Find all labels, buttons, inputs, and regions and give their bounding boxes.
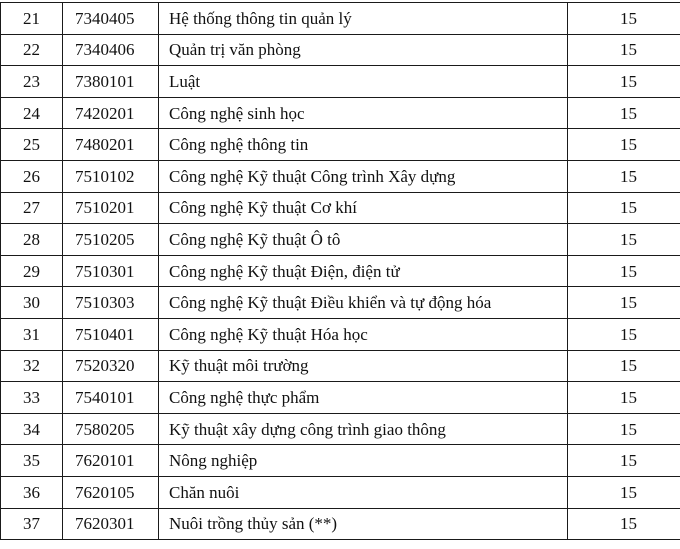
- table-row: [1, 224, 680, 256]
- row-number-cell: 27: [1, 192, 63, 224]
- row-number-cell: 21: [1, 3, 63, 35]
- row-number-cell: 25: [1, 129, 63, 161]
- score-cell: 15: [568, 160, 680, 192]
- table-row: [1, 445, 680, 477]
- score-cell: 15: [568, 129, 680, 161]
- table-row: [1, 3, 680, 35]
- major-code-cell: 7620301: [63, 508, 159, 540]
- major-name-cell: Công nghệ thông tin: [159, 129, 568, 161]
- major-name-cell: Công nghệ Kỹ thuật Hóa học: [159, 318, 568, 350]
- table-row: [1, 192, 680, 224]
- table-row: [1, 508, 680, 540]
- table-row: [1, 350, 680, 382]
- major-name-cell: Kỹ thuật môi trường: [159, 350, 568, 382]
- row-number-cell: 24: [1, 97, 63, 129]
- score-cell: 15: [568, 287, 680, 319]
- table-row: [1, 34, 680, 66]
- table-row: [1, 413, 680, 445]
- major-code-cell: 7380101: [63, 66, 159, 98]
- row-number-cell: 30: [1, 287, 63, 319]
- major-code-cell: 7520320: [63, 350, 159, 382]
- table-row: [1, 97, 680, 129]
- row-number-cell: 37: [1, 508, 63, 540]
- score-cell: 15: [568, 476, 680, 508]
- score-cell: 15: [568, 66, 680, 98]
- row-number-cell: 26: [1, 160, 63, 192]
- score-cell: 15: [568, 508, 680, 540]
- score-cell: 15: [568, 413, 680, 445]
- major-name-cell: Nông nghiệp: [159, 445, 568, 477]
- major-code-cell: 7340406: [63, 34, 159, 66]
- row-number-cell: 31: [1, 318, 63, 350]
- majors-table: [0, 2, 680, 540]
- row-number-cell: 29: [1, 255, 63, 287]
- major-name-cell: Công nghệ sinh học: [159, 97, 568, 129]
- row-number-cell: 33: [1, 382, 63, 414]
- major-name-cell: Hệ thống thông tin quản lý: [159, 3, 568, 35]
- major-code-cell: 7480201: [63, 129, 159, 161]
- row-number-cell: 22: [1, 34, 63, 66]
- major-code-cell: 7510205: [63, 224, 159, 256]
- table-row: [1, 129, 680, 161]
- row-number-cell: 28: [1, 224, 63, 256]
- row-number-cell: 35: [1, 445, 63, 477]
- majors-table-body: [1, 3, 680, 540]
- table-row: [1, 318, 680, 350]
- major-code-cell: 7510201: [63, 192, 159, 224]
- major-name-cell: Công nghệ Kỹ thuật Ô tô: [159, 224, 568, 256]
- score-cell: 15: [568, 3, 680, 35]
- major-name-cell: Quản trị văn phòng: [159, 34, 568, 66]
- score-cell: 15: [568, 318, 680, 350]
- row-number-cell: 23: [1, 66, 63, 98]
- row-number-cell: 32: [1, 350, 63, 382]
- table-row: [1, 255, 680, 287]
- major-code-cell: 7510401: [63, 318, 159, 350]
- major-code-cell: 7510301: [63, 255, 159, 287]
- major-name-cell: Nuôi trồng thủy sản (**): [159, 508, 568, 540]
- major-code-cell: 7540101: [63, 382, 159, 414]
- major-code-cell: 7510303: [63, 287, 159, 319]
- row-number-cell: 36: [1, 476, 63, 508]
- table-row: [1, 476, 680, 508]
- major-name-cell: Công nghệ Kỹ thuật Công trình Xây dựng: [159, 160, 568, 192]
- major-name-cell: Công nghệ Kỹ thuật Điều khiển và tự động hóa: [159, 287, 568, 319]
- table-row: [1, 66, 680, 98]
- major-code-cell: 7340405: [63, 3, 159, 35]
- score-cell: 15: [568, 445, 680, 477]
- score-cell: 15: [568, 382, 680, 414]
- score-cell: 15: [568, 97, 680, 129]
- major-name-cell: Kỹ thuật xây dựng công trình giao thông: [159, 413, 568, 445]
- score-cell: 15: [568, 224, 680, 256]
- major-name-cell: Chăn nuôi: [159, 476, 568, 508]
- major-code-cell: 7620105: [63, 476, 159, 508]
- major-code-cell: 7510102: [63, 160, 159, 192]
- score-cell: 15: [568, 255, 680, 287]
- table-row: [1, 287, 680, 319]
- major-name-cell: Công nghệ thực phẩm: [159, 382, 568, 414]
- row-number-cell: 34: [1, 413, 63, 445]
- major-name-cell: Luật: [159, 66, 568, 98]
- score-cell: 15: [568, 350, 680, 382]
- major-name-cell: Công nghệ Kỹ thuật Điện, điện tử: [159, 255, 568, 287]
- major-name-cell: Công nghệ Kỹ thuật Cơ khí: [159, 192, 568, 224]
- score-cell: 15: [568, 192, 680, 224]
- score-cell: 15: [568, 34, 680, 66]
- table-row: [1, 382, 680, 414]
- major-code-cell: 7620101: [63, 445, 159, 477]
- major-code-cell: 7420201: [63, 97, 159, 129]
- major-code-cell: 7580205: [63, 413, 159, 445]
- table-row: [1, 160, 680, 192]
